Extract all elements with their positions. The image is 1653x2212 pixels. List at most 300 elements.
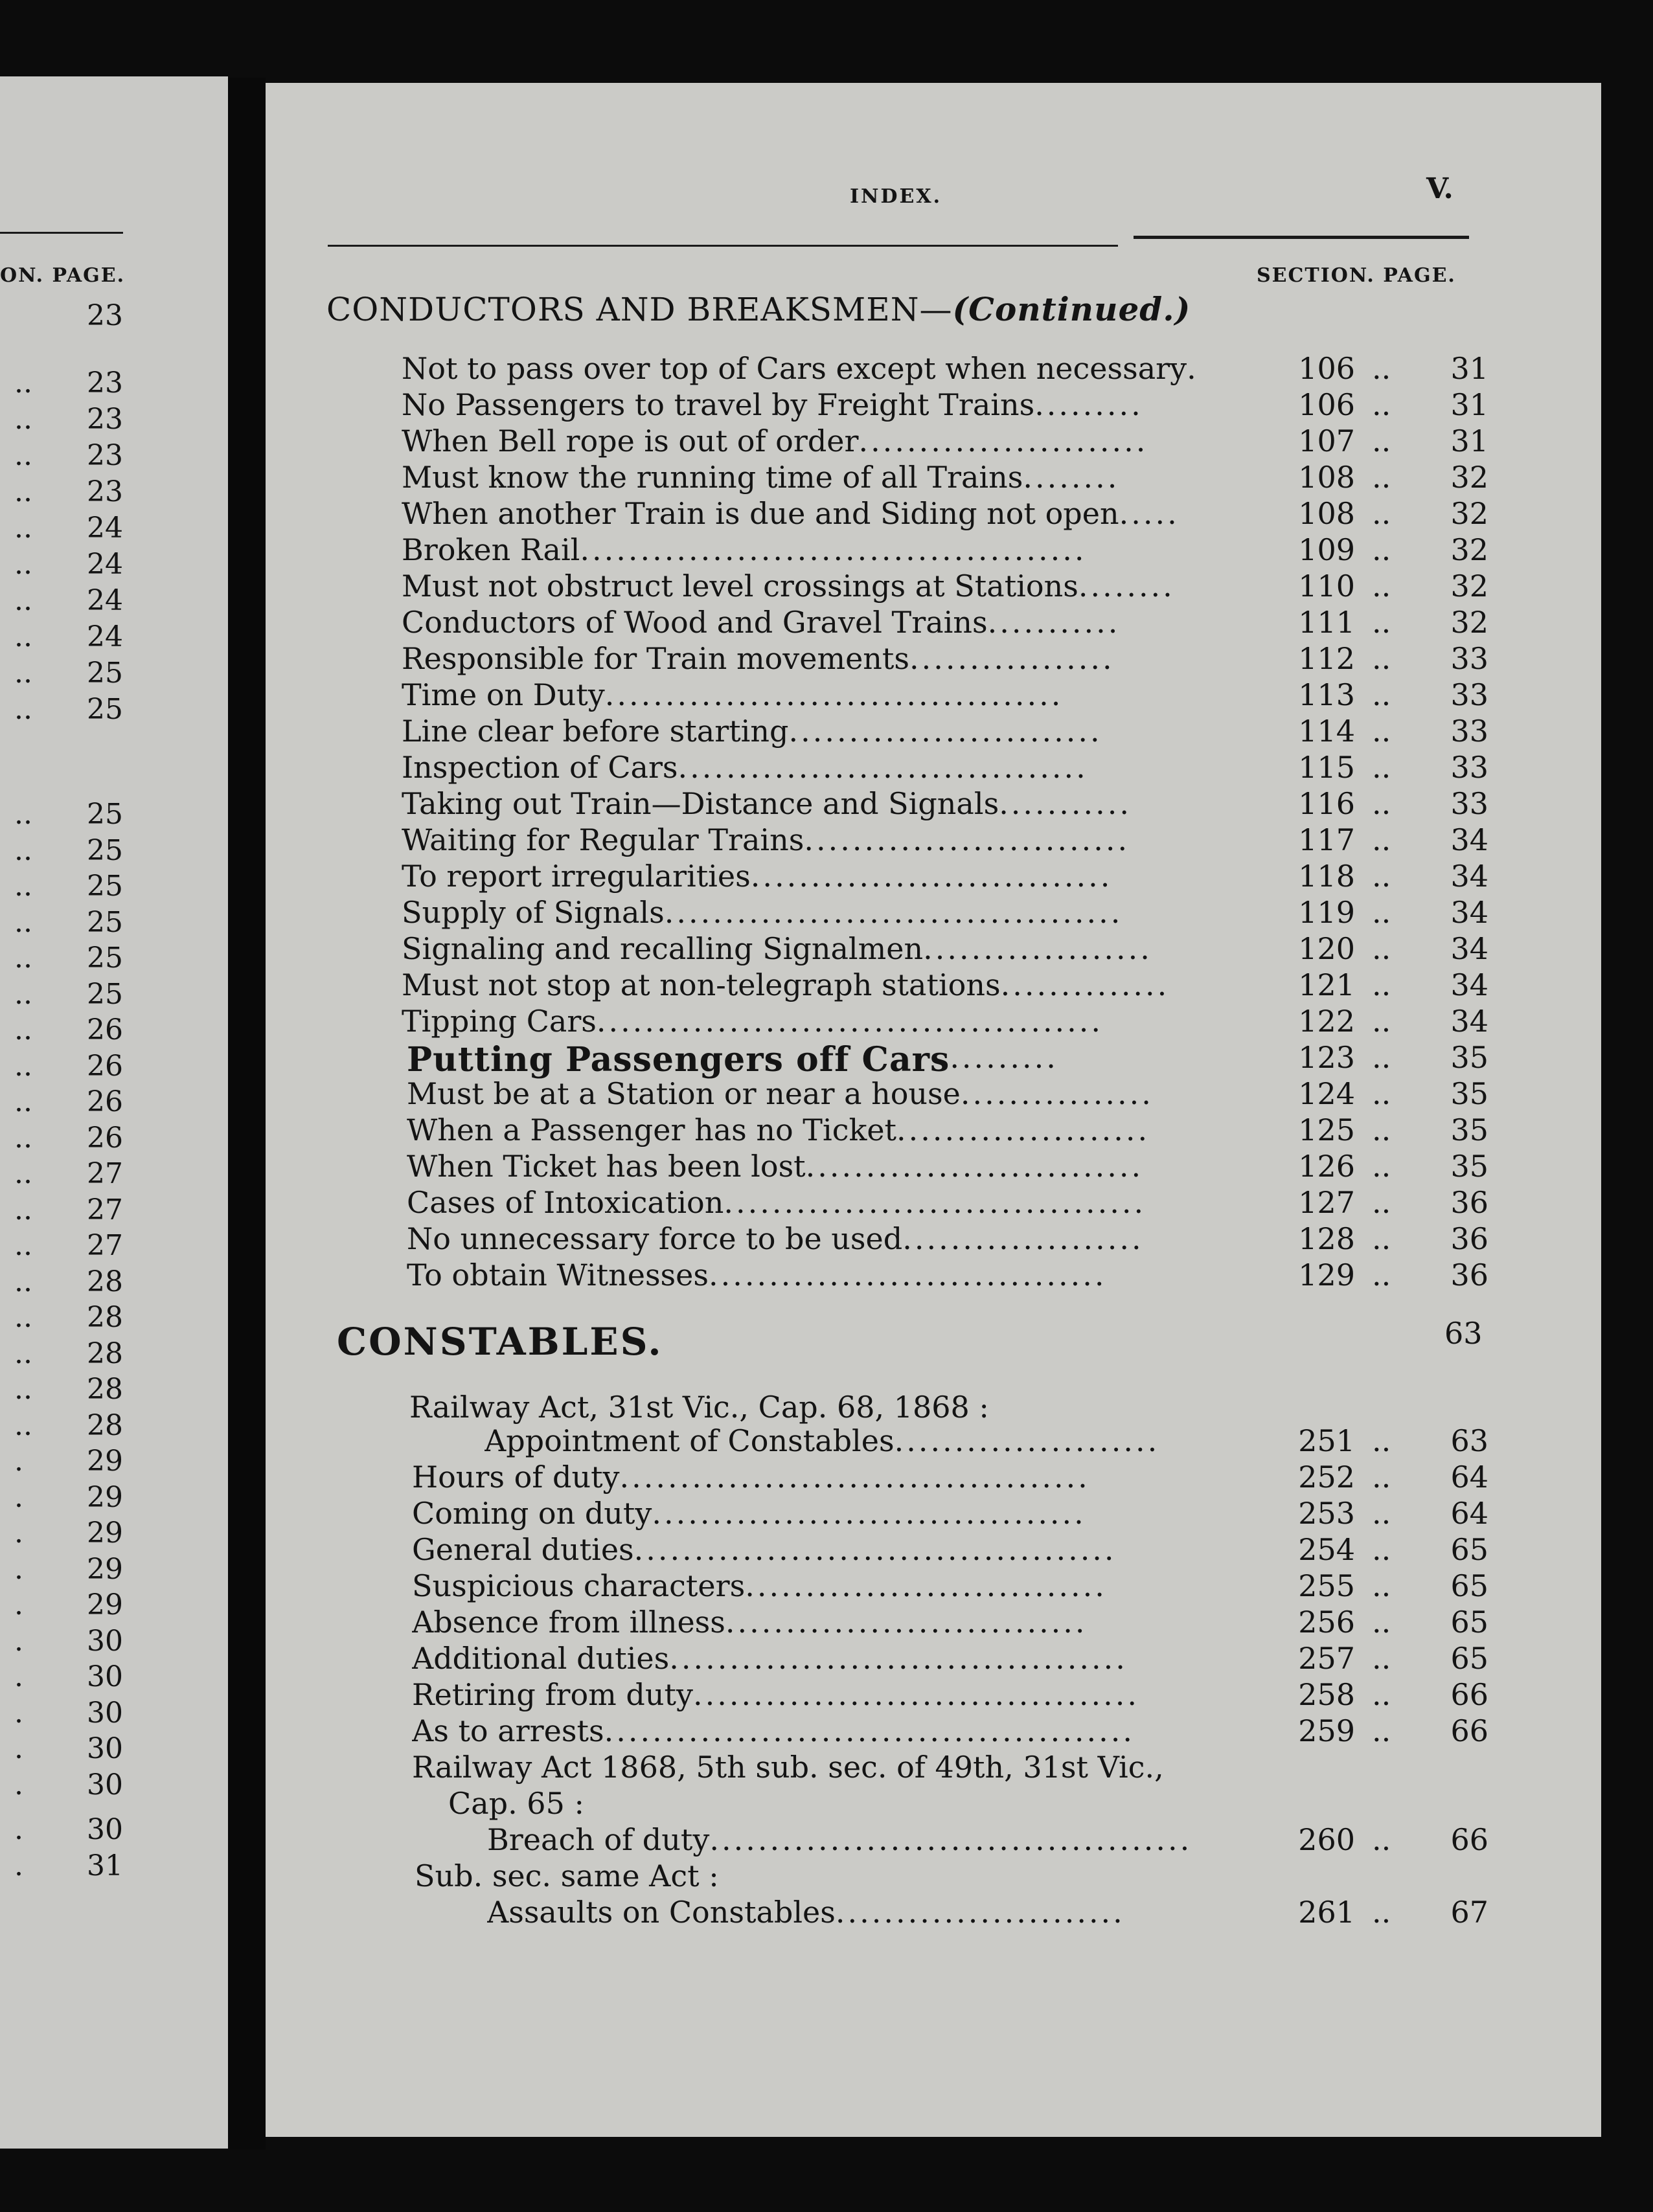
left-row-page: 29 bbox=[87, 1517, 123, 1550]
left-row-page: 31 bbox=[87, 1849, 123, 1882]
entry-separator: .. bbox=[1372, 496, 1391, 531]
left-column-header: ON. PAGE. bbox=[0, 264, 126, 287]
header-rule-right bbox=[1134, 236, 1469, 239]
left-row-page: 27 bbox=[87, 1229, 123, 1262]
constable-entry bbox=[412, 1460, 1488, 1496]
entry-leader bbox=[402, 569, 1250, 604]
entry-label: Taking out Train—Distance and Signals bbox=[402, 786, 999, 821]
entry-separator: .. bbox=[1372, 1713, 1391, 1748]
entry-page-number: 33 bbox=[1450, 786, 1488, 821]
left-page-row bbox=[0, 548, 130, 580]
left-page-row bbox=[0, 1732, 130, 1765]
left-page-row bbox=[0, 1517, 130, 1549]
dot-leader: .................... bbox=[902, 1221, 1144, 1256]
entry-label: Hours of duty bbox=[412, 1460, 620, 1495]
header-rule-left bbox=[328, 245, 1118, 247]
entry-separator: .. bbox=[1372, 895, 1391, 930]
left-row-page: 23 bbox=[87, 439, 123, 472]
entry-label: Conductors of Wood and Gravel Trains bbox=[402, 605, 988, 640]
conductor-entry bbox=[407, 1112, 1488, 1149]
conductor-entry bbox=[402, 859, 1488, 895]
entry-page-number: 34 bbox=[1450, 822, 1488, 857]
left-row-dots: .. bbox=[14, 439, 32, 472]
left-row-dots: . bbox=[14, 1445, 23, 1478]
entry-section-number: 109 bbox=[1298, 532, 1355, 567]
left-page-row bbox=[0, 475, 130, 508]
left-row-page: 25 bbox=[87, 870, 123, 903]
sub-sec-same-act: Sub. sec. same Act : bbox=[415, 1858, 719, 1893]
entry-leader bbox=[407, 1185, 1250, 1220]
entry-section-number: 252 bbox=[1298, 1460, 1355, 1495]
entry-separator: .. bbox=[1372, 1149, 1391, 1184]
entry-page-number: 65 bbox=[1450, 1532, 1488, 1567]
entry-section-number: 108 bbox=[1298, 496, 1355, 531]
left-row-dots: .. bbox=[14, 942, 32, 975]
entry-leader bbox=[407, 1076, 1250, 1111]
entry-label: To report irregularities bbox=[402, 859, 751, 894]
left-row-dots: . bbox=[14, 1517, 23, 1550]
left-row-dots: .. bbox=[14, 870, 32, 903]
constable-entry-assaults bbox=[487, 1895, 1488, 1931]
dot-leader: ........................................ bbox=[709, 1822, 1192, 1857]
left-page-row bbox=[0, 1553, 130, 1585]
left-page-row bbox=[0, 1013, 130, 1046]
left-page-row bbox=[0, 299, 130, 332]
entry-page-number: 32 bbox=[1450, 605, 1488, 640]
conductor-entry bbox=[402, 532, 1488, 569]
entry-label: When a Passenger has no Ticket bbox=[407, 1112, 897, 1147]
dot-leader: ........................ bbox=[858, 423, 1148, 458]
dot-leader: ...................................... bbox=[664, 895, 1123, 930]
conductor-entry bbox=[407, 1185, 1488, 1221]
left-row-dots: .. bbox=[14, 1121, 32, 1155]
left-row-page: 30 bbox=[87, 1768, 123, 1801]
entry-page-number: 35 bbox=[1450, 1076, 1488, 1111]
entry-separator: .. bbox=[1372, 1895, 1391, 1930]
left-page-row bbox=[0, 1481, 130, 1513]
entry-section-number: 113 bbox=[1298, 677, 1355, 712]
entry-section-number: 256 bbox=[1298, 1605, 1355, 1640]
entry-separator: .. bbox=[1372, 677, 1391, 712]
left-row-page: 30 bbox=[87, 1660, 123, 1693]
entry-separator: .. bbox=[1372, 1677, 1391, 1712]
left-row-dots: .. bbox=[14, 833, 32, 867]
entry-page-number: 36 bbox=[1450, 1185, 1488, 1220]
entry-section-number: 251 bbox=[1298, 1423, 1355, 1458]
dot-leader: ................... bbox=[923, 931, 1152, 966]
left-row-page: 26 bbox=[87, 1121, 123, 1155]
conductors-heading bbox=[326, 290, 1191, 328]
left-row-page: 30 bbox=[87, 1732, 123, 1765]
left-page-row bbox=[0, 1373, 130, 1405]
entry-label: When Ticket has been lost bbox=[407, 1149, 806, 1184]
left-page-row bbox=[0, 1265, 130, 1298]
dot-leader: ................. bbox=[909, 641, 1115, 676]
entry-section-number: 116 bbox=[1298, 786, 1355, 821]
left-row-page: 23 bbox=[87, 367, 123, 400]
entry-page-number: 31 bbox=[1450, 423, 1488, 458]
entry-section-number: 120 bbox=[1298, 931, 1355, 966]
entry-separator: .. bbox=[1372, 1258, 1391, 1292]
left-row-page: 25 bbox=[87, 833, 123, 867]
left-page-row bbox=[0, 1122, 130, 1154]
entry-page-number: 34 bbox=[1450, 967, 1488, 1002]
entry-separator: .. bbox=[1372, 1641, 1391, 1676]
dot-leader: .............................. bbox=[745, 1568, 1107, 1603]
dot-leader: ....................................... bbox=[619, 1460, 1090, 1495]
dot-leader: .......................................... bbox=[580, 532, 1087, 567]
entry-leader bbox=[402, 859, 1250, 894]
entry-separator: .. bbox=[1372, 931, 1391, 966]
entry-separator: .. bbox=[1372, 1496, 1391, 1531]
left-page-row bbox=[0, 367, 130, 399]
entry-label: Must know the running time of all Trains bbox=[402, 460, 1023, 495]
conductor-entry bbox=[402, 387, 1488, 423]
entry-page-number: 65 bbox=[1450, 1641, 1488, 1676]
entry-separator: .. bbox=[1372, 822, 1391, 857]
left-row-dots: .. bbox=[14, 657, 32, 690]
dot-leader: .................................... bbox=[652, 1496, 1086, 1531]
entry-leader bbox=[412, 1568, 1250, 1603]
left-row-dots: .. bbox=[14, 584, 32, 617]
left-row-page: 28 bbox=[87, 1265, 123, 1298]
conductor-entry bbox=[402, 822, 1488, 859]
left-row-page: 24 bbox=[87, 620, 123, 653]
left-row-page: 26 bbox=[87, 1013, 123, 1046]
entry-leader bbox=[407, 1221, 1250, 1256]
dot-leader: ..................................... bbox=[692, 1677, 1139, 1712]
entry-section-number: 121 bbox=[1298, 967, 1355, 1002]
entry-separator: .. bbox=[1372, 1423, 1391, 1458]
left-page-row bbox=[0, 584, 130, 616]
left-row-page: 28 bbox=[87, 1408, 123, 1442]
left-page-row bbox=[0, 1445, 130, 1477]
entry-label: Coming on duty bbox=[412, 1496, 652, 1531]
left-row-dots: .. bbox=[14, 693, 32, 726]
entry-label: To obtain Witnesses bbox=[407, 1258, 709, 1292]
entry-leader bbox=[402, 931, 1250, 966]
constable-entry bbox=[412, 1568, 1488, 1605]
entry-label: Responsible for Train movements bbox=[402, 641, 910, 676]
entry-page-number: 66 bbox=[1450, 1677, 1488, 1712]
left-header-rule bbox=[0, 232, 123, 234]
entry-label: Must not stop at non-telegraph stations bbox=[402, 967, 1001, 1002]
entry-label: Time on Duty bbox=[402, 677, 605, 712]
conductors-heading-text: CONDUCTORS AND BREAKSMEN— bbox=[326, 291, 953, 328]
entry-section-number: 108 bbox=[1298, 460, 1355, 495]
left-row-dots: .. bbox=[14, 1157, 32, 1190]
entry-section-number: 106 bbox=[1298, 351, 1355, 386]
entry-leader bbox=[402, 750, 1250, 785]
entry-section-number: 259 bbox=[1298, 1713, 1355, 1748]
entry-leader bbox=[407, 1258, 1250, 1292]
left-row-page: 28 bbox=[87, 1301, 123, 1334]
conductor-entry bbox=[402, 677, 1488, 714]
entry-section-number: 107 bbox=[1298, 423, 1355, 458]
left-page-row bbox=[0, 1768, 130, 1801]
left-page-row bbox=[0, 439, 130, 471]
entry-page-number: 31 bbox=[1450, 351, 1488, 386]
left-row-dots: .. bbox=[14, 1265, 32, 1298]
entry-page-number: 64 bbox=[1450, 1460, 1488, 1495]
conductor-entry bbox=[402, 931, 1488, 967]
entry-label: Signaling and recalling Signalmen bbox=[402, 931, 924, 966]
entry-section-number: 127 bbox=[1298, 1185, 1355, 1220]
entry-section-number: 258 bbox=[1298, 1677, 1355, 1712]
left-page-row bbox=[0, 1157, 130, 1190]
entry-leader bbox=[407, 1112, 1250, 1147]
running-title: INDEX. bbox=[850, 185, 942, 208]
left-row-page: 23 bbox=[87, 403, 123, 436]
left-row-dots: .. bbox=[14, 1301, 32, 1334]
entry-leader bbox=[402, 460, 1250, 495]
left-row-page: 24 bbox=[87, 584, 123, 617]
entry-separator: .. bbox=[1372, 1112, 1391, 1147]
entry-page-number: 36 bbox=[1450, 1221, 1488, 1256]
entry-label: General duties bbox=[412, 1532, 634, 1567]
entry-page-number: 66 bbox=[1450, 1713, 1488, 1748]
left-page-row bbox=[0, 1588, 130, 1621]
entry-label: No Passengers to travel by Freight Trains bbox=[402, 387, 1035, 422]
entry-leader bbox=[412, 1532, 1250, 1567]
entry-leader bbox=[412, 1605, 1250, 1640]
conductor-entry bbox=[402, 496, 1488, 532]
entry-page-number: 33 bbox=[1450, 677, 1488, 712]
page-number: V. bbox=[1426, 172, 1454, 205]
left-row-page: 29 bbox=[87, 1588, 123, 1621]
railway-act-2-line1: Railway Act 1868, 5th sub. sec. of 49th, 31st Vic., bbox=[412, 1750, 1164, 1785]
conductor-entry bbox=[407, 1258, 1488, 1294]
entry-leader bbox=[402, 822, 1250, 857]
dot-leader: . bbox=[1187, 351, 1199, 386]
left-row-dots: .. bbox=[14, 367, 32, 400]
conductor-entry bbox=[402, 605, 1488, 641]
entry-page-number: 66 bbox=[1450, 1822, 1488, 1857]
dot-leader: .......................... bbox=[788, 714, 1102, 749]
dot-leader: ...................................... bbox=[669, 1641, 1128, 1676]
left-row-dots: .. bbox=[14, 1193, 32, 1226]
left-page-row bbox=[0, 620, 130, 653]
book-spine bbox=[228, 78, 266, 2150]
entry-section-number: 129 bbox=[1298, 1258, 1355, 1292]
dot-leader: ..................... bbox=[896, 1112, 1150, 1147]
entry-separator: .. bbox=[1372, 1460, 1391, 1495]
left-page-row bbox=[0, 693, 130, 725]
entry-label: Retiring from duty bbox=[412, 1677, 693, 1712]
left-row-dots: .. bbox=[14, 905, 32, 939]
entry-leader bbox=[402, 351, 1250, 386]
left-row-page: 26 bbox=[87, 1049, 123, 1083]
conductor-entry bbox=[402, 895, 1488, 931]
left-row-page: 29 bbox=[87, 1480, 123, 1514]
entry-separator: .. bbox=[1372, 1040, 1391, 1075]
entry-separator: .. bbox=[1372, 750, 1391, 785]
left-page-row bbox=[0, 1849, 130, 1882]
entry-separator: .. bbox=[1372, 967, 1391, 1002]
dot-leader: ..... bbox=[1119, 496, 1180, 531]
conductor-entry bbox=[402, 1004, 1488, 1040]
entry-page-number: 63 bbox=[1450, 1423, 1488, 1458]
left-page-row bbox=[0, 1813, 130, 1845]
left-page-row bbox=[0, 1337, 130, 1370]
left-row-dots: . bbox=[14, 1768, 23, 1801]
entry-label: When another Train is due and Siding not open bbox=[402, 496, 1119, 531]
conductors-heading-continued: (Continued.) bbox=[952, 290, 1191, 328]
left-page-row bbox=[0, 834, 130, 866]
left-row-page: 23 bbox=[87, 475, 123, 508]
entry-page-number: 33 bbox=[1450, 641, 1488, 676]
entry-page-number: 32 bbox=[1450, 569, 1488, 604]
left-page-row bbox=[0, 403, 130, 435]
dot-leader: .................................. bbox=[678, 750, 1088, 785]
left-row-page: 25 bbox=[87, 798, 123, 831]
conductor-entry bbox=[402, 423, 1488, 460]
left-page-row bbox=[0, 1229, 130, 1261]
section-page-column-header: SECTION. PAGE. bbox=[1257, 264, 1456, 287]
left-row-page: 29 bbox=[87, 1445, 123, 1478]
entry-leader bbox=[402, 532, 1250, 567]
left-page-row bbox=[0, 657, 130, 689]
entry-separator: .. bbox=[1372, 1532, 1391, 1567]
entry-label: Breach of duty bbox=[487, 1822, 710, 1857]
entry-leader bbox=[407, 1149, 1250, 1184]
entry-leader bbox=[412, 1677, 1250, 1712]
entry-leader bbox=[402, 895, 1250, 930]
entry-section-number: 261 bbox=[1298, 1895, 1355, 1930]
entry-section-number: 110 bbox=[1298, 569, 1355, 604]
left-row-page: 24 bbox=[87, 512, 123, 545]
entry-separator: .. bbox=[1372, 351, 1391, 386]
entry-page-number: 33 bbox=[1450, 714, 1488, 749]
entry-section-number: 257 bbox=[1298, 1641, 1355, 1676]
left-row-dots: . bbox=[14, 1732, 23, 1765]
dot-leader: ................ bbox=[960, 1076, 1154, 1111]
entry-label: Cases of Intoxication bbox=[407, 1185, 724, 1220]
constable-entry bbox=[412, 1605, 1488, 1641]
entry-separator: .. bbox=[1372, 460, 1391, 495]
left-row-dots: .. bbox=[14, 977, 32, 1011]
left-row-dots: .. bbox=[14, 403, 32, 436]
entry-label: Must not obstruct level crossings at Stations bbox=[402, 569, 1078, 604]
conductor-entry bbox=[407, 1040, 1488, 1079]
entry-section-number: 111 bbox=[1298, 605, 1355, 640]
left-row-page: 25 bbox=[87, 657, 123, 690]
left-row-dots: . bbox=[14, 1588, 23, 1621]
left-row-dots: .. bbox=[14, 1229, 32, 1262]
entry-page-number: 32 bbox=[1450, 532, 1488, 567]
dot-leader: ...................................... bbox=[604, 677, 1064, 712]
entry-page-number: 65 bbox=[1450, 1568, 1488, 1603]
entry-page-number: 32 bbox=[1450, 460, 1488, 495]
entry-separator: .. bbox=[1372, 1076, 1391, 1111]
entry-label: Tipping Cars bbox=[402, 1004, 597, 1039]
entry-page-number: 65 bbox=[1450, 1605, 1488, 1640]
left-page-row bbox=[0, 1193, 130, 1226]
left-row-dots: . bbox=[14, 1696, 23, 1730]
dot-leader: ........................................ bbox=[633, 1532, 1117, 1567]
entry-page-number: 36 bbox=[1450, 1258, 1488, 1292]
left-row-page: 25 bbox=[87, 942, 123, 975]
left-page-row bbox=[0, 1301, 130, 1333]
entry-section-number: 106 bbox=[1298, 387, 1355, 422]
entry-separator: .. bbox=[1372, 1185, 1391, 1220]
entry-separator: .. bbox=[1372, 1568, 1391, 1603]
entry-leader bbox=[484, 1423, 1250, 1458]
left-row-dots: .. bbox=[14, 1085, 32, 1118]
entry-separator: .. bbox=[1372, 1004, 1391, 1039]
dot-leader: ........ bbox=[1078, 569, 1175, 604]
dot-leader: ........................... bbox=[804, 822, 1130, 857]
left-row-dots: . bbox=[14, 1480, 23, 1514]
entry-leader bbox=[487, 1822, 1250, 1857]
entry-separator: .. bbox=[1372, 569, 1391, 604]
entry-leader bbox=[402, 786, 1250, 821]
conductor-entry bbox=[407, 1076, 1488, 1112]
entry-leader bbox=[402, 967, 1250, 1002]
railway-act-intro: Railway Act, 31st Vic., Cap. 68, 1868 : bbox=[409, 1390, 989, 1425]
left-page-row bbox=[0, 870, 130, 902]
entry-label: Inspection of Cars bbox=[402, 750, 678, 785]
entry-separator: .. bbox=[1372, 1605, 1391, 1640]
entry-leader bbox=[402, 496, 1250, 531]
entry-page-number: 34 bbox=[1450, 859, 1488, 894]
left-row-dots: . bbox=[14, 1624, 23, 1658]
left-row-dots: .. bbox=[14, 620, 32, 653]
left-page-row bbox=[0, 1050, 130, 1082]
entry-section-number: 123 bbox=[1298, 1040, 1355, 1075]
entry-label: Broken Rail bbox=[402, 532, 580, 567]
entry-leader bbox=[487, 1895, 1250, 1930]
entry-section-number: 255 bbox=[1298, 1568, 1355, 1603]
left-row-page: 23 bbox=[87, 299, 123, 332]
entry-leader bbox=[402, 641, 1250, 676]
entry-separator: .. bbox=[1372, 532, 1391, 567]
left-row-page: 28 bbox=[87, 1373, 123, 1406]
conductor-entry bbox=[402, 641, 1488, 677]
entry-label: Supply of Signals bbox=[402, 895, 665, 930]
entry-leader bbox=[412, 1713, 1250, 1748]
entry-label: Putting Passengers off Cars bbox=[407, 1040, 950, 1079]
dot-leader: ................................... bbox=[724, 1185, 1146, 1220]
dot-leader: .............. bbox=[1000, 967, 1170, 1002]
entry-section-number: 118 bbox=[1298, 859, 1355, 894]
left-row-dots: .. bbox=[14, 475, 32, 508]
left-row-dots: . bbox=[14, 1660, 23, 1693]
left-page-row bbox=[0, 1625, 130, 1657]
entry-page-number: 31 bbox=[1450, 387, 1488, 422]
entry-section-number: 114 bbox=[1298, 714, 1355, 749]
left-row-dots: .. bbox=[14, 512, 32, 545]
entry-leader bbox=[402, 1004, 1250, 1039]
entry-section-number: 112 bbox=[1298, 641, 1355, 676]
conductor-entry bbox=[402, 714, 1488, 750]
left-row-page: 30 bbox=[87, 1624, 123, 1658]
left-page-row bbox=[0, 1660, 130, 1693]
dot-leader: ......... bbox=[1034, 387, 1143, 422]
left-row-page: 26 bbox=[87, 1085, 123, 1118]
entry-section-number: 124 bbox=[1298, 1076, 1355, 1111]
left-row-page: 25 bbox=[87, 977, 123, 1011]
entry-section-number: 122 bbox=[1298, 1004, 1355, 1039]
entry-leader bbox=[402, 387, 1250, 422]
left-row-page: 25 bbox=[87, 905, 123, 939]
entry-section-number: 260 bbox=[1298, 1822, 1355, 1857]
entry-page-number: 35 bbox=[1450, 1040, 1488, 1075]
entry-page-number: 67 bbox=[1450, 1895, 1488, 1930]
entry-page-number: 32 bbox=[1450, 496, 1488, 531]
entry-leader bbox=[402, 605, 1250, 640]
constable-entry bbox=[412, 1641, 1488, 1677]
